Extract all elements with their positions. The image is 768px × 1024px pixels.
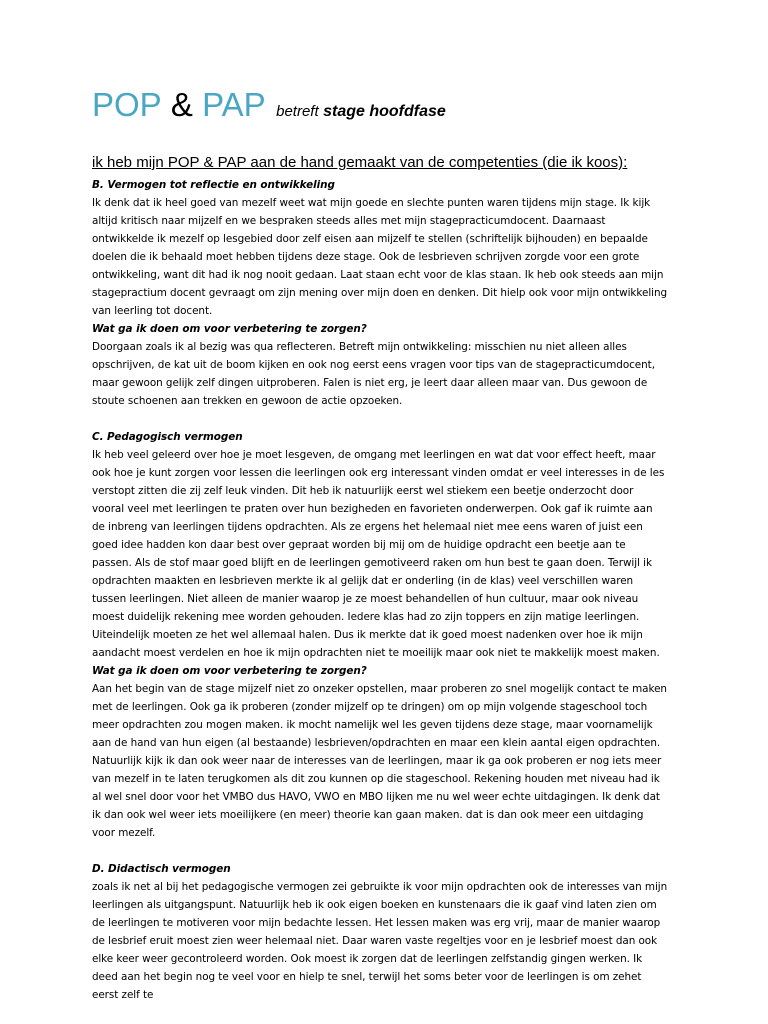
document-body xyxy=(92,176,668,1004)
section-c-text: Ik heb veel geleerd over hoe je moet lesgeven, de omgang met leerlingen en wat dat voor effect heeft, maar ook hoe je kunt zorgen voor lessen die leerlingen ook erg interessant vinden omdat er veel interesses in de les verstopt zitten die zij zelf leuk vinden. Dit heb ik natuurlijk eerst wel stiekem een beetje onderzocht door vooral veel met leerlingen te praten over hun bezigheden en favorieten onderwerpen. Ook gaf ik ruimte aan de inbreng van leerlingen tijdens opdrachten. Als ze ergens het helemaal niet mee eens waren of juist een goed idee hadden kon daar best over gepraat worden bij mij om de huidige opdracht een beetje aan te passen. Als de stof maar goed blijft en de leerlingen gemotiveerd raken om hun best te gaan doen. Terwijl ik opdrachten maakten en lesbrieven merkte ik al gelijk dat er onderling (in de klas) veel verschillen waren tussen leerlingen. Niet alleen de manier waarop je ze moest behandellen of hun cultuur, maar ook niveau moest duidelijk rekening mee worden gehouden. Iedere klas had zo zijn toppers en zijn matige leerlingen. Uiteindelijk moeten ze het wel allemaal halen. Dus ik merkte dat ik goed moest nadenken over hoe ik mijn aandacht moest verdelen en hoe ik mijn opdrachten niet te moeilijk maar ook niet te makkelijk moest maken. xyxy=(92,449,665,659)
title-betreft: betreft xyxy=(276,103,319,120)
section-c-heading: C. Pedagogisch vermogen xyxy=(92,431,243,443)
title-pap: PAP xyxy=(202,86,266,123)
section-b-question: Wat ga ik doen om voor verbetering te zorgen? xyxy=(92,323,367,335)
section-b-answer: Doorgaan zoals ik al bezig was qua reflecteren. Betreft mijn ontwikkeling: misschien nu niet alleen alles opschrijven, de kat uit de boom kijken en ook nog eerst eens vragen voor tips van de stagepracticumdocent, maar gewoon gelijk zelf dingen uitproberen. Falen is niet erg, je leert daar alleen maar van. Dus gewoon de stoute schoenen aan trekken en gewoon de actie opzoeken. xyxy=(92,341,655,407)
section-d-heading: D. Didactisch vermogen xyxy=(92,863,231,875)
spacer xyxy=(92,410,668,428)
title-ampersand: & xyxy=(161,86,203,123)
intro-line: ik heb mijn POP & PAP aan de hand gemaakt van de competenties (die ik koos): xyxy=(92,154,628,171)
spacer xyxy=(92,842,668,860)
section-c-question: Wat ga ik doen om voor verbetering te zorgen? xyxy=(92,665,367,677)
section-c-answer: Aan het begin van de stage mijzelf niet zo onzeker opstellen, maar proberen zo snel mogelijk contact te maken met de leerlingen. Ook ga ik proberen (zonder mijzelf op te dringen) om op mijn volgende stageschool toch meer opdrachten zou mogen maken. ik mocht namelijk wel les geven tijdens deze stage, maar voornamelijk aan de hand van hun eigen (al bestaande) lesbrieven/opdrachten en maar een klein aantal eigen opdrachten. Natuurlijk kijk ik dan ook weer naar de interesses van de leerlingen, maar ik ga ook proberen er nog iets meer van mezelf in te laten terugkomen als dit zou kunnen op die stageschool. Rekening houden met niveau had ik al wel snel door voor het VMBO dus HAVO, VWO en MBO lijken me nu wel weer echte uitdagingen. Ik denk dat ik dan ook wel weer iets moeilijkere (en meer) theorie kan gaan maken. dat is dan ook meer een uitdaging voor mezelf. xyxy=(92,683,667,839)
section-d-text: zoals ik net al bij het pedagogische vermogen zei gebruikte ik voor mijn opdrachten ook de interesses van mijn leerlingen als uitgangspunt. Natuurlijk heb ik ook eigen boeken en kunstenaars die ik gaaf vind laten zien om de leerlingen te motiveren voor mijn bedachte lessen. Het lessen maken was erg vrij, maar de manier waarop de lesbrief eruit moest zien weer helemaal niet. Daar waren vaste regeltjes voor en je lesbrief moest dan ook elke keer weer gecontroleerd worden. Ook moest ik zorgen dat de leerlingen zelfstandig gingen werken. Ik deed aan het begin nog te veel voor en hielp te snel, terwijl het soms beter voor de leerlingen is om zehet eerst zelf te xyxy=(92,881,668,1001)
title-pop: POP xyxy=(92,86,162,123)
section-b-text: Ik denk dat ik heel goed van mezelf weet wat mijn goede en slechte punten waren tijdens mijn stage. Ik kijk altijd kritisch naar mijzelf en we bespraken steeds alles met mijn stagepracticumdocent. Daarnaast ontwikkelde ik mezelf op lesgebied door zelf eisen aan mijzelf te stellen (schriftelijk bijhouden) en bepaalde doelen die ik behaald moet hebben tijdens deze stage. Ook de lesbrieven schrijven zorgde voor een grote ontwikkeling, want dit had ik nog nooit gedaan. Laat staan echt voor de klas staan. Ik heb ook steeds aan mijn stagepractium docent gevraagt om zijn mening over mijn doen en denken. Dit hielp ook voor mijn ontwikkeling van leerling tot docent. xyxy=(92,197,668,317)
document-title xyxy=(92,88,446,121)
section-b-heading: B. Vermogen tot reflectie en ontwikkeling xyxy=(92,179,335,191)
title-stage: stage hoofdfase xyxy=(323,103,446,120)
